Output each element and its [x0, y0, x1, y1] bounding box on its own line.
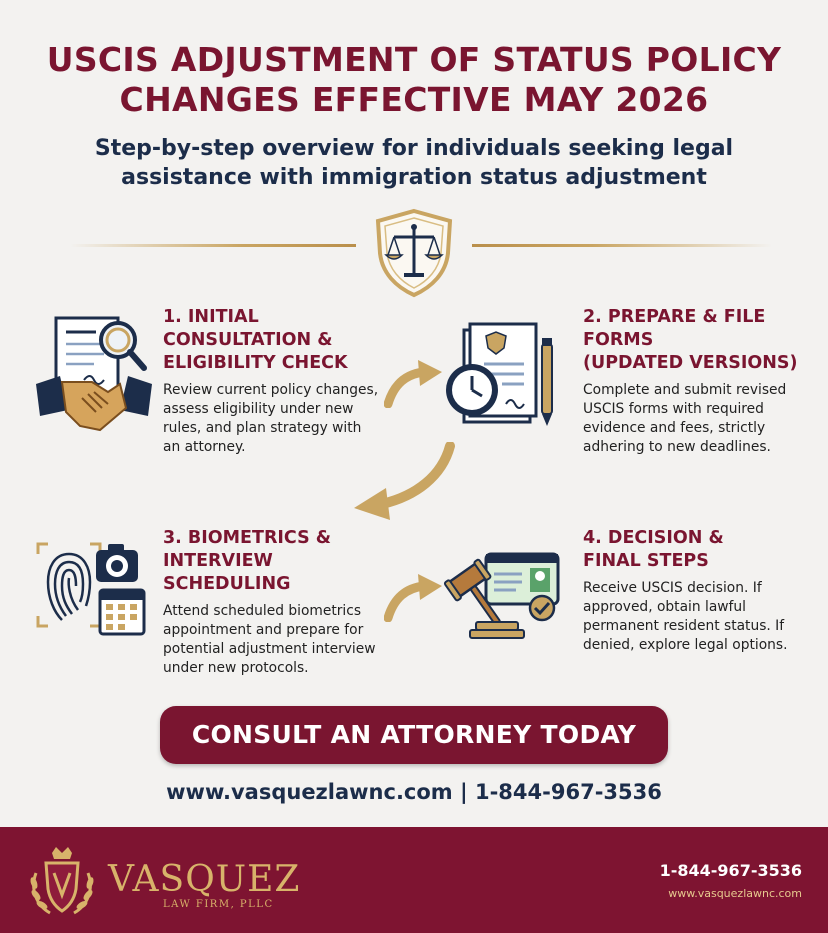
footer-bar [0, 827, 828, 933]
firm-name: VASQUEZ [108, 859, 301, 900]
gavel-green-card-icon [438, 550, 562, 642]
divider-right [472, 244, 772, 247]
step-3-title: 3. BIOMETRICS & INTERVIEW SCHEDULING [163, 528, 332, 594]
subtitle-line-2: assistance with immigration status adjustment [121, 165, 707, 190]
page-title [0, 40, 828, 120]
step-4-title: 4. DECISION & FINAL STEPS [583, 528, 724, 571]
step-4-description: Receive USCIS decision. If approved, obtain lawful permanent resident status. If denied, explore legal options. [583, 580, 788, 653]
subtitle-line-1: Step-by-step overview for individuals seeking legal [94, 136, 734, 161]
footer-phone[interactable]: 1-844-967-3536 [659, 861, 802, 880]
step-1 [163, 306, 393, 457]
firm-subtitle: LAW FIRM, PLLC [163, 899, 274, 910]
forms-clock-pen-icon [444, 322, 560, 440]
step-1-title: 1. INITIAL CONSULTATION & ELIGIBILITY CHECK [163, 307, 348, 373]
title-line-1: USCIS ADJUSTMENT OF STATUS POLICY [46, 40, 782, 79]
arrow-right-icon [384, 572, 444, 622]
page-subtitle [0, 134, 828, 192]
handshake-document-search-icon [34, 312, 154, 442]
law-firm-crest-icon [22, 843, 102, 923]
footer-website-link[interactable]: www.vasquezlawnc.com [668, 887, 802, 900]
divider-left [70, 244, 356, 247]
consult-attorney-button[interactable]: CONSULT AN ATTORNEY TODAY [160, 706, 668, 764]
step-2-title: 2. PREPARE & FILE FORMS (UPDATED VERSIONS) [583, 307, 798, 373]
step-2 [583, 306, 813, 457]
scales-of-justice-shield-icon [368, 207, 460, 299]
contact-info: www.vasquezlawnc.com | 1-844-967-3536 [166, 780, 662, 804]
step-3 [163, 527, 403, 678]
step-3-description: Attend scheduled biometrics appointment and prepare for potential adjustment interview under new protocols. [163, 603, 376, 676]
title-line-2: CHANGES EFFECTIVE MAY 2026 [119, 80, 709, 119]
fingerprint-camera-calendar-icon [34, 540, 150, 640]
step-2-description: Complete and submit revised USCIS forms with required evidence and fees, strictly adhering to new deadlines. [583, 382, 787, 455]
arrow-down-left-icon [352, 442, 462, 522]
arrow-right-icon [384, 358, 444, 408]
step-4 [583, 527, 813, 655]
step-1-description: Review current policy changes, assess eligibility under new rules, and plan strategy with an attorney. [163, 382, 379, 455]
